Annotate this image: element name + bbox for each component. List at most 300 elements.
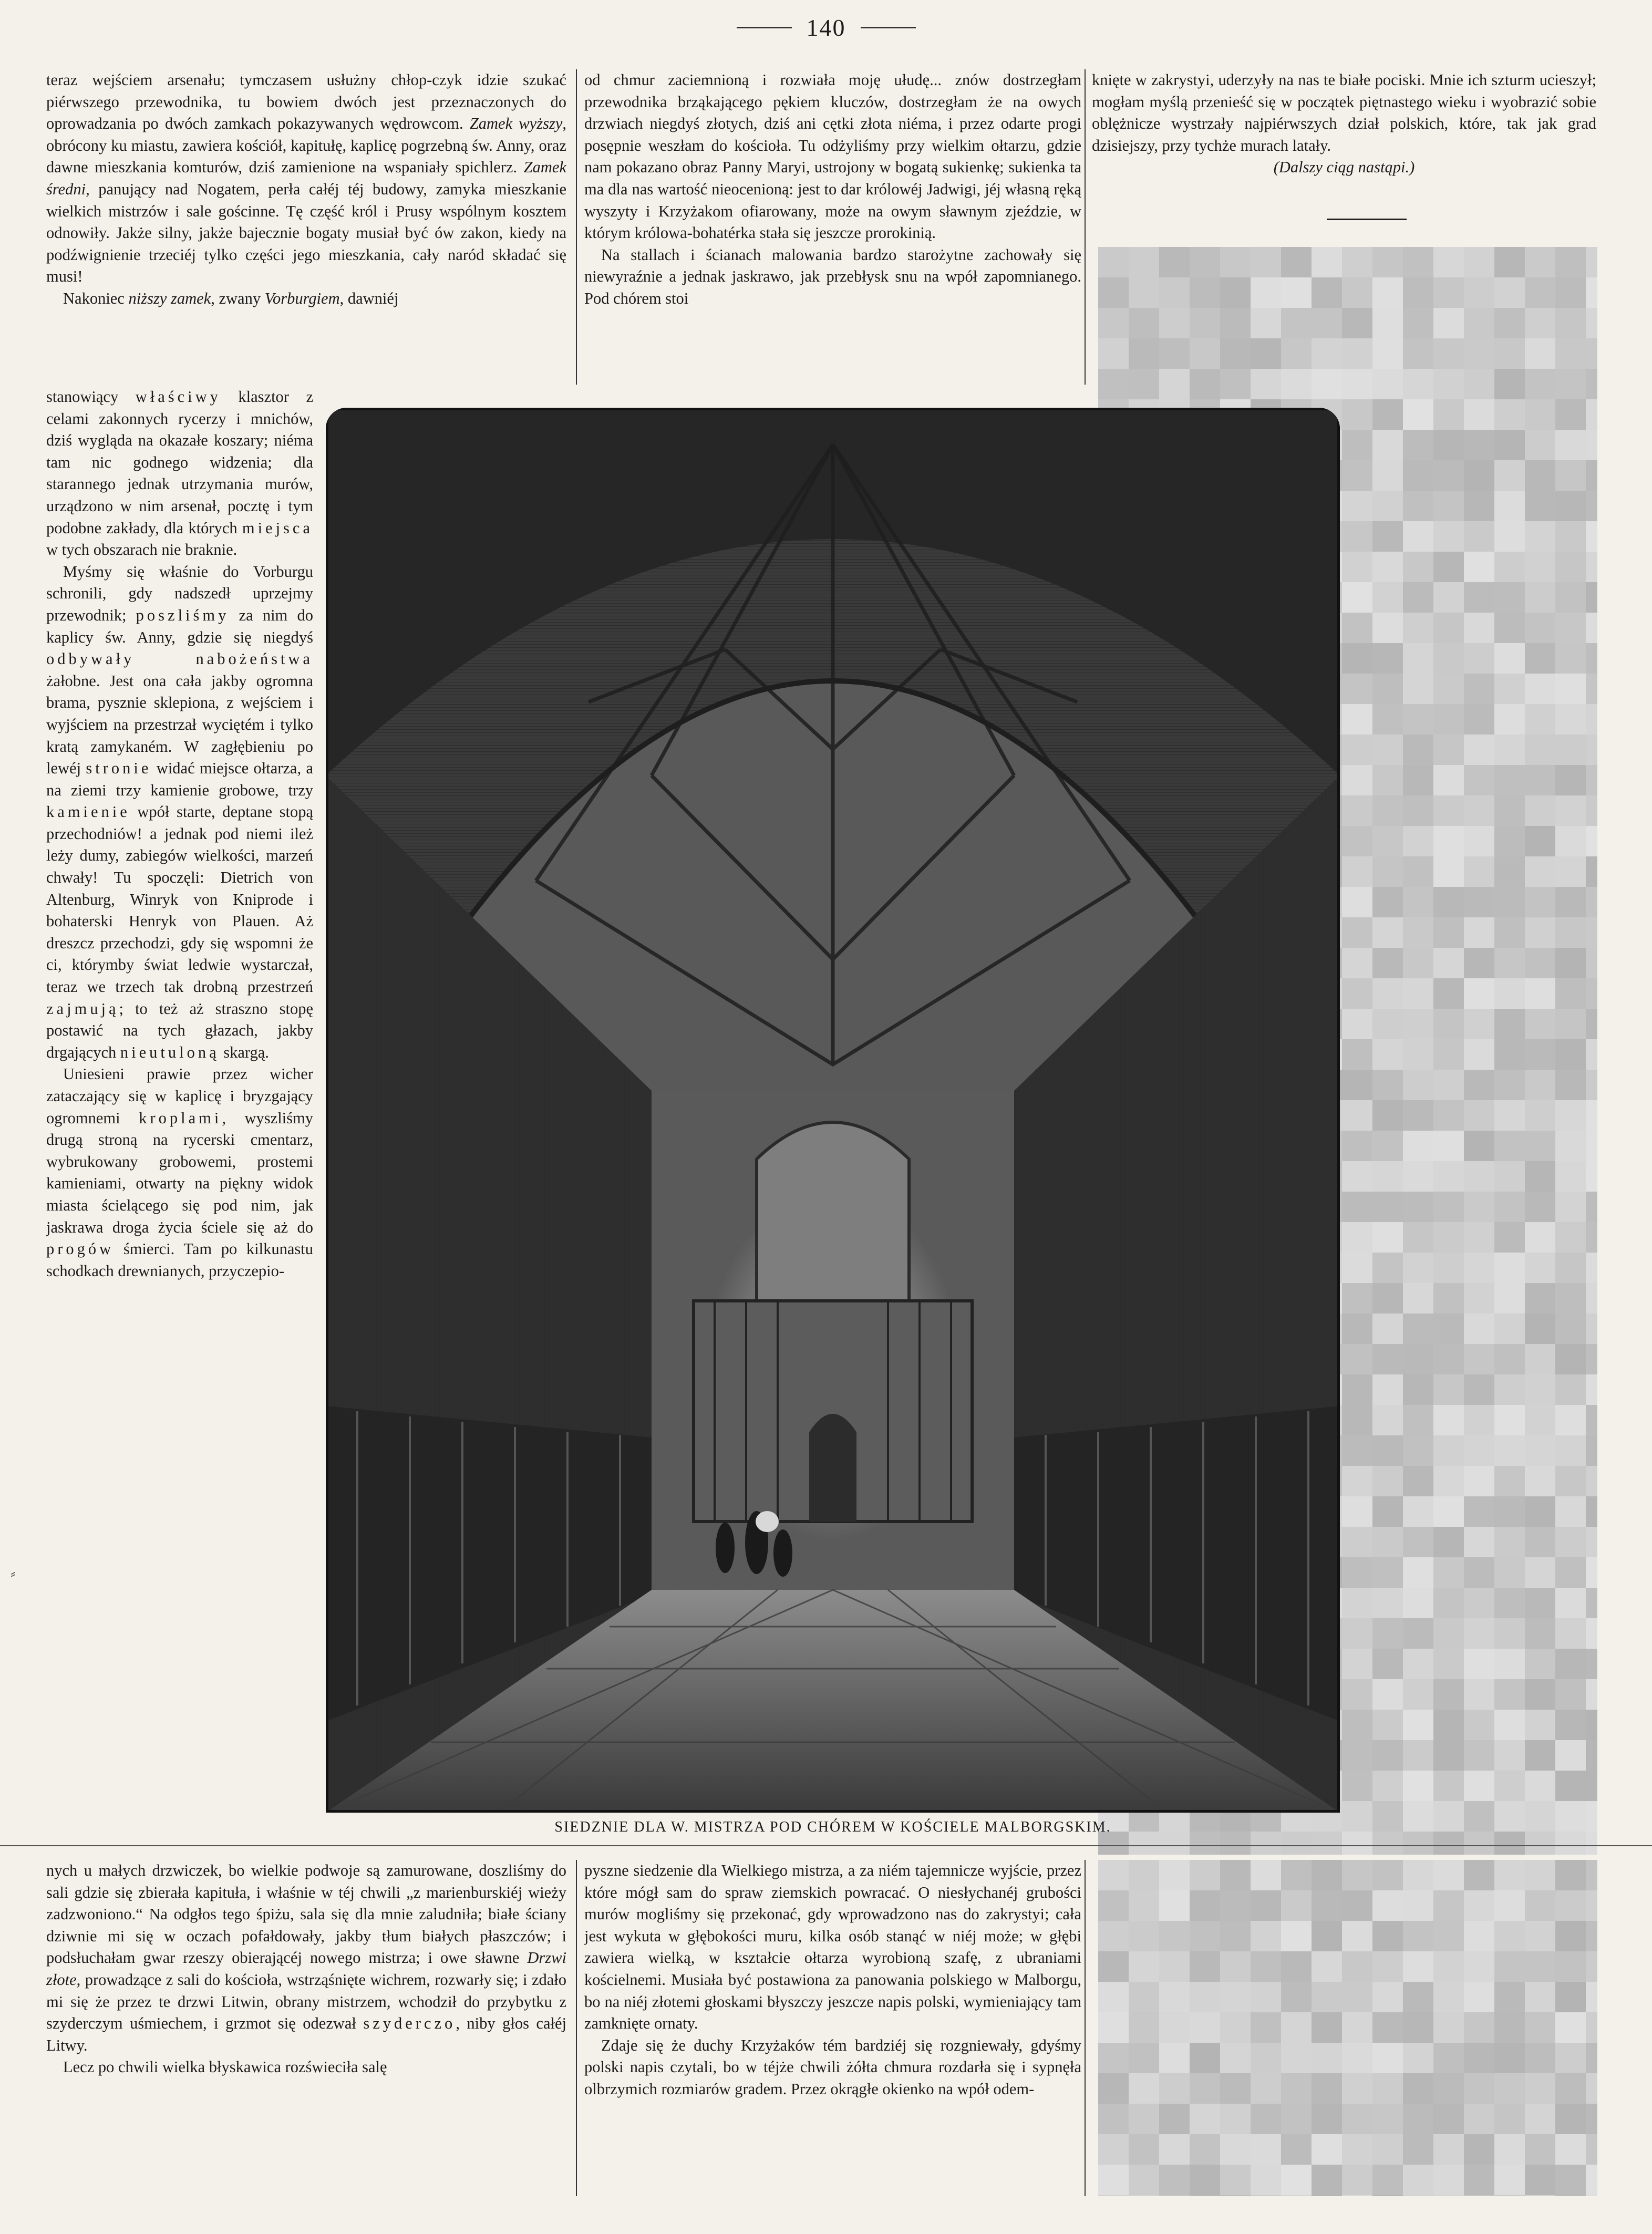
paragraph bbox=[584, 2035, 1081, 2101]
pixel-tile bbox=[1372, 674, 1403, 704]
pixel-tile bbox=[1586, 613, 1597, 643]
pixel-tile bbox=[1464, 887, 1494, 917]
pixel-tile bbox=[1464, 1100, 1494, 1131]
text-run: widać miejsce ołtarza, a na ziemi trzy kamienie grobowe, trzy bbox=[46, 759, 313, 799]
pixel-tile bbox=[1372, 1649, 1403, 1679]
pixel-tile bbox=[1586, 521, 1597, 552]
pixel-tile bbox=[1494, 1951, 1525, 1982]
pixel-tile bbox=[1464, 795, 1494, 826]
pixel-tile bbox=[1494, 1313, 1525, 1344]
pixel-tile bbox=[1251, 369, 1281, 399]
pixel-tile bbox=[1433, 1192, 1464, 1222]
pixel-tile bbox=[1433, 826, 1464, 856]
pixel-tile bbox=[1525, 1435, 1555, 1466]
pixel-tile bbox=[1433, 552, 1464, 582]
pixel-tile bbox=[1312, 2043, 1342, 2073]
pixel-tile bbox=[1159, 2073, 1190, 2104]
pixel-tile bbox=[1129, 2195, 1159, 2196]
pixel-tile bbox=[1403, 1860, 1433, 1890]
spaced-term: poszliśmy bbox=[136, 606, 230, 624]
pixel-tile bbox=[1494, 704, 1525, 735]
pixel-tile bbox=[1525, 369, 1555, 399]
text-run: , wyszliśmy drugą stroną na rycerski cmentarz, wybrukowany grobowemi, prostemi kamieniami, otwarty na piękny widok miasta ścielącego się pod nim, jak jaskrawa droga życia ściele się aż do bbox=[46, 1109, 313, 1236]
pixel-tile bbox=[1433, 795, 1464, 826]
pixel-tile bbox=[1129, 2104, 1159, 2134]
pixel-tile bbox=[1464, 704, 1494, 735]
pixel-tile bbox=[1403, 856, 1433, 887]
text-run: , prowadzące z sali do kościoła, wstrząśnięte wichrem, rozwarły się; i zdało mi się że przez te drzwi Litwin, obrany mistrzem, wchodził do przybytku z szyderczym uśmiechem, i grzmot się odezwał bbox=[46, 1970, 566, 2033]
pixel-tile bbox=[1342, 613, 1372, 643]
pixel-tile bbox=[1494, 552, 1525, 582]
pixel-tile bbox=[1251, 308, 1281, 338]
pixel-tile bbox=[1555, 369, 1586, 399]
header-rule-left bbox=[737, 27, 792, 28]
pixel-tile bbox=[1342, 2073, 1372, 2104]
pixel-tile bbox=[1464, 917, 1494, 948]
pixel-tile bbox=[1433, 1161, 1464, 1192]
pixel-tile bbox=[1403, 1344, 1433, 1374]
text-run: , zwany bbox=[211, 289, 265, 307]
pixel-tile bbox=[1403, 2073, 1433, 2104]
pixel-tile bbox=[1555, 277, 1586, 308]
pixel-tile bbox=[1372, 887, 1403, 917]
pixel-tile bbox=[1403, 1679, 1433, 1710]
pixel-tile bbox=[1098, 1890, 1129, 1921]
pixel-tile bbox=[1464, 1860, 1494, 1890]
pixel-tile bbox=[1220, 308, 1251, 338]
pixel-tile bbox=[1494, 735, 1525, 765]
pixel-tile bbox=[1159, 1890, 1190, 1921]
pixel-tile bbox=[1494, 1253, 1525, 1283]
pixel-tile bbox=[1525, 826, 1555, 856]
pixel-tile bbox=[1159, 369, 1190, 399]
pixel-tile bbox=[1464, 643, 1494, 674]
pixel-tile bbox=[1342, 1710, 1372, 1740]
pixel-tile bbox=[1555, 917, 1586, 948]
pixel-tile bbox=[1403, 2043, 1433, 2073]
text-run: Myśmy się właśnie do Vorburgu schronili, gdy nadszedł uprzejmy przewodnik; bbox=[46, 562, 313, 624]
pixel-tile bbox=[1525, 1253, 1555, 1283]
pixel-tile bbox=[1464, 521, 1494, 552]
pixel-tile bbox=[1555, 978, 1586, 1009]
pixel-tile bbox=[1403, 2165, 1433, 2195]
pixel-tile bbox=[1342, 887, 1372, 917]
text-run: skargą. bbox=[219, 1043, 269, 1061]
pixel-tile bbox=[1159, 2195, 1190, 2196]
pixel-tile bbox=[1525, 1951, 1555, 1982]
pixel-tile bbox=[1342, 1860, 1372, 1890]
pixel-tile bbox=[1433, 1100, 1464, 1131]
pixel-tile bbox=[1555, 643, 1586, 674]
pixel-tile bbox=[1464, 1649, 1494, 1679]
pixel-tile bbox=[1342, 765, 1372, 795]
pixel-tile bbox=[1525, 1527, 1555, 1557]
pixel-tile bbox=[1403, 917, 1433, 948]
pixel-tile bbox=[1251, 2195, 1281, 2196]
pixel-tile bbox=[1372, 1557, 1403, 1588]
paragraph bbox=[1092, 69, 1596, 157]
pixel-tile bbox=[1403, 1951, 1433, 1982]
pixel-tile bbox=[1342, 1982, 1372, 2012]
pixel-tile bbox=[1403, 1070, 1433, 1100]
italic-term: Zamek średni bbox=[46, 158, 566, 198]
pixel-tile bbox=[1464, 856, 1494, 887]
pixel-tile bbox=[1342, 1283, 1372, 1313]
pixel-tile bbox=[1129, 2012, 1159, 2043]
pixel-tile bbox=[1312, 277, 1342, 308]
pixel-tile bbox=[1372, 643, 1403, 674]
pixel-tile bbox=[1403, 1192, 1433, 1222]
pixel-tile bbox=[1372, 1100, 1403, 1131]
pixel-tile bbox=[1403, 1740, 1433, 1771]
spaced-term: odbywały nabożeństwa bbox=[46, 650, 313, 668]
pixel-tile bbox=[1433, 277, 1464, 308]
pixel-tile bbox=[1586, 735, 1597, 765]
pixel-tile bbox=[1403, 765, 1433, 795]
pixel-tile bbox=[1403, 338, 1433, 369]
pixel-tile bbox=[1433, 1890, 1464, 1921]
pixel-tile bbox=[1525, 247, 1555, 277]
pixel-tile bbox=[1464, 1222, 1494, 1253]
pixel-tile bbox=[1372, 1860, 1403, 1890]
pixel-tile bbox=[1190, 369, 1220, 399]
pixel-tile bbox=[1494, 338, 1525, 369]
pixel-tile bbox=[1372, 1070, 1403, 1100]
pixel-tile bbox=[1433, 1496, 1464, 1527]
pixel-tile bbox=[1525, 1070, 1555, 1100]
pixel-tile bbox=[1129, 2043, 1159, 2073]
paragraph bbox=[46, 69, 566, 288]
pixel-tile bbox=[1555, 338, 1586, 369]
pixel-tile bbox=[1433, 1435, 1464, 1466]
pixel-tile bbox=[1586, 1951, 1597, 1982]
pixel-tile bbox=[1525, 1557, 1555, 1588]
pixel-tile bbox=[1372, 308, 1403, 338]
pixel-tile bbox=[1525, 887, 1555, 917]
pixel-tile bbox=[1403, 1496, 1433, 1527]
pixel-tile bbox=[1372, 430, 1403, 460]
pixel-tile bbox=[1281, 2012, 1312, 2043]
pixel-tile bbox=[1159, 1982, 1190, 2012]
pixel-tile bbox=[1372, 1222, 1403, 1253]
pixel-tile bbox=[1342, 308, 1372, 338]
continued-note: (Dalszy ciąg nastąpi.) bbox=[1273, 158, 1415, 177]
paragraph bbox=[584, 244, 1081, 310]
pixel-tile bbox=[1586, 2134, 1597, 2165]
pixel-tile bbox=[1159, 2165, 1190, 2195]
pixel-tile bbox=[1464, 1161, 1494, 1192]
pixel-tile bbox=[1342, 1771, 1372, 1801]
pixel-tile bbox=[1251, 1921, 1281, 1951]
paragraph bbox=[46, 386, 313, 561]
pixel-tile bbox=[1464, 582, 1494, 613]
pixel-tile bbox=[1433, 2165, 1464, 2195]
pixel-tile bbox=[1372, 1192, 1403, 1222]
pixel-tile bbox=[1525, 2134, 1555, 2165]
pixel-tile bbox=[1525, 1496, 1555, 1527]
pixel-tile bbox=[1433, 1860, 1464, 1890]
pixel-tile bbox=[1342, 1801, 1372, 1832]
pixel-tile bbox=[1494, 1740, 1525, 1771]
pixel-tile bbox=[1372, 521, 1403, 552]
column-divider bbox=[576, 1860, 577, 2196]
pixel-tile bbox=[1464, 460, 1494, 491]
pixel-tile bbox=[1281, 247, 1312, 277]
pixel-tile bbox=[1586, 1161, 1597, 1192]
pixel-tile bbox=[1494, 887, 1525, 917]
pixel-tile bbox=[1372, 1618, 1403, 1649]
pixel-tile bbox=[1433, 247, 1464, 277]
pixel-tile bbox=[1129, 1860, 1159, 1890]
spaced-term: właściwy bbox=[135, 388, 221, 406]
italic-term: Vorburgiem bbox=[264, 289, 340, 307]
pixel-tile bbox=[1586, 369, 1597, 399]
text-run: Lecz po chwili wielka błyskawica rozświeciła salę bbox=[63, 2058, 387, 2076]
pixel-tile bbox=[1403, 948, 1433, 978]
spaced-term: progów bbox=[46, 1240, 115, 1258]
pixel-tile bbox=[1586, 1070, 1597, 1100]
pixel-tile bbox=[1525, 1161, 1555, 1192]
pixel-tile bbox=[1403, 1374, 1433, 1405]
pixel-tile bbox=[1342, 1466, 1372, 1496]
pixel-tile bbox=[1342, 582, 1372, 613]
pixel-tile bbox=[1281, 369, 1312, 399]
pixel-tile bbox=[1525, 2073, 1555, 2104]
pixel-tile bbox=[1464, 1039, 1494, 1070]
pixel-tile bbox=[1494, 1131, 1525, 1161]
pixel-tile bbox=[1372, 1283, 1403, 1313]
pixel-tile bbox=[1403, 1982, 1433, 2012]
pixel-tile bbox=[1372, 460, 1403, 491]
pixel-tile bbox=[1586, 1890, 1597, 1921]
pixel-tile bbox=[1372, 247, 1403, 277]
pixel-tile bbox=[1525, 1344, 1555, 1374]
pixel-tile bbox=[1312, 1860, 1342, 1890]
pixel-tile bbox=[1555, 674, 1586, 704]
pixel-tile bbox=[1555, 1222, 1586, 1253]
pixel-tile bbox=[1129, 308, 1159, 338]
pixel-tile bbox=[1372, 1253, 1403, 1283]
pixel-tile bbox=[1586, 582, 1597, 613]
pixel-tile bbox=[1464, 1921, 1494, 1951]
pixel-tile bbox=[1403, 2195, 1433, 2196]
text-run: nych u małych drzwiczek, bo wielkie podwoje są zamurowane, doszliśmy do sali gdzie się zbierała kapituła, i właśnie w téj chwili „z marienburskiéj wieży zadzwoniono.“ Na odgłos tego śpiżu, sala się dla mnie zaludniła; białe ściany dziwnie mi się w oczach pofałdowały, jakby tłum białych płaszczów; i podsłuchałam gwar rzeszy obierającéj nowego mistrza; i owe sławne bbox=[46, 1861, 566, 1967]
pixel-tile bbox=[1555, 2012, 1586, 2043]
pixel-tile bbox=[1190, 1982, 1220, 2012]
pixel-tile bbox=[1251, 247, 1281, 277]
pixel-tile bbox=[1586, 765, 1597, 795]
pixel-tile bbox=[1525, 1588, 1555, 1618]
pixel-tile bbox=[1494, 399, 1525, 430]
pixel-tile bbox=[1098, 2134, 1129, 2165]
pixel-tile bbox=[1372, 399, 1403, 430]
pixel-tile bbox=[1433, 369, 1464, 399]
article-end-rule bbox=[1327, 219, 1407, 220]
pixel-tile bbox=[1190, 1951, 1220, 1982]
pixel-tile bbox=[1372, 552, 1403, 582]
pixel-tile bbox=[1494, 1649, 1525, 1679]
pixel-tile bbox=[1403, 1710, 1433, 1740]
pixel-tile bbox=[1586, 1860, 1597, 1890]
pixel-tile bbox=[1403, 1771, 1433, 1801]
text-run: Nakoniec bbox=[63, 289, 129, 307]
text-run: w tych obszarach nie braknie. bbox=[46, 541, 238, 559]
pixel-tile bbox=[1220, 247, 1251, 277]
pixel-tile bbox=[1525, 1740, 1555, 1771]
pixel-tile bbox=[1555, 2195, 1586, 2196]
pixel-tile bbox=[1494, 1161, 1525, 1192]
pixel-tile bbox=[1555, 1951, 1586, 1982]
pixel-tile bbox=[1281, 338, 1312, 369]
pixel-tile bbox=[1464, 1588, 1494, 1618]
pixel-tile bbox=[1372, 1710, 1403, 1740]
text-run: , niby głos całéj Litwy. bbox=[46, 2014, 566, 2054]
pixel-tile bbox=[1525, 552, 1555, 582]
pixel-tile bbox=[1494, 1557, 1525, 1588]
pixel-tile bbox=[1220, 338, 1251, 369]
pixel-tile bbox=[1403, 1466, 1433, 1496]
column-3-top bbox=[1092, 69, 1596, 227]
pixel-tile bbox=[1555, 1405, 1586, 1435]
pixel-tile bbox=[1555, 1890, 1586, 1921]
pixel-tile bbox=[1586, 399, 1597, 430]
text-run: , dawniéj bbox=[339, 289, 399, 307]
pixel-tile bbox=[1220, 1890, 1251, 1921]
pixel-tile bbox=[1342, 491, 1372, 521]
text-run: knięte w zakrystyi, uderzyły na nas te białe pociski. Mnie ich szturm ucieszył; mogłam myślą przenieść się w początek piętnastego wieku i wyobrazić sobie oblężnicze wystrzały najpiérwszych dział polskich, które, tak jak grad dzisiejszy, przy tychże murach latały. bbox=[1092, 71, 1596, 154]
pixel-tile bbox=[1190, 247, 1220, 277]
pixel-tile bbox=[1586, 2073, 1597, 2104]
pixel-tile bbox=[1586, 1131, 1597, 1161]
pixel-tile bbox=[1464, 1618, 1494, 1649]
pixel-tile bbox=[1372, 1161, 1403, 1192]
pixel-tile bbox=[1433, 1618, 1464, 1649]
pixel-tile bbox=[1372, 765, 1403, 795]
pixel-tile bbox=[1433, 1131, 1464, 1161]
pixel-tile bbox=[1190, 2165, 1220, 2195]
pixel-tile bbox=[1464, 1801, 1494, 1832]
pixel-tile bbox=[1403, 1921, 1433, 1951]
text-run: Zdaje się że duchy Krzyżaków tém bardziéj się rozgniewały, gdyśmy polski napis czytali, bo w téjże chwili żółta chmura rozdarła się i sypnęła olbrzymich rozmiarów gradem. Przez okrągłe okienko na wpół odem- bbox=[584, 2036, 1081, 2098]
pixel-tile bbox=[1281, 1921, 1312, 1951]
pixel-tile bbox=[1525, 1009, 1555, 1039]
pixel-tile bbox=[1372, 338, 1403, 369]
pixel-tile bbox=[1372, 704, 1403, 735]
pixel-tile bbox=[1586, 978, 1597, 1009]
pixel-tile bbox=[1586, 2043, 1597, 2073]
pixel-tile bbox=[1494, 1710, 1525, 1740]
pixel-tile bbox=[1525, 1283, 1555, 1313]
pixel-tile bbox=[1098, 2104, 1129, 2134]
pixel-tile bbox=[1159, 247, 1190, 277]
pixel-tile bbox=[1555, 491, 1586, 521]
pixel-tile bbox=[1494, 1527, 1525, 1557]
pixel-tile bbox=[1494, 1435, 1525, 1466]
pixel-tile bbox=[1464, 1313, 1494, 1344]
pixel-tile bbox=[1555, 1100, 1586, 1131]
pixel-tile bbox=[1281, 1982, 1312, 2012]
pixel-tile bbox=[1312, 2073, 1342, 2104]
pixel-tile bbox=[1403, 1832, 1433, 1855]
pixel-tile bbox=[1494, 1771, 1525, 1801]
pixel-tile bbox=[1525, 704, 1555, 735]
pixel-tile bbox=[1555, 1070, 1586, 1100]
pixel-tile bbox=[1525, 1771, 1555, 1801]
pixel-tile bbox=[1190, 277, 1220, 308]
pixel-tile bbox=[1342, 1039, 1372, 1070]
pixel-tile bbox=[1342, 1527, 1372, 1557]
pixel-tile bbox=[1342, 1009, 1372, 1039]
pixel-tile bbox=[1190, 1921, 1220, 1951]
pixel-tile bbox=[1403, 1039, 1433, 1070]
pixel-tile bbox=[1433, 1374, 1464, 1405]
pixel-tile bbox=[1403, 1618, 1433, 1649]
pixel-tile bbox=[1281, 277, 1312, 308]
pixel-tile bbox=[1403, 1313, 1433, 1344]
pixel-tile bbox=[1251, 2104, 1281, 2134]
pixel-tile bbox=[1129, 277, 1159, 308]
pixel-tile bbox=[1464, 826, 1494, 856]
pixel-tile bbox=[1403, 430, 1433, 460]
pixel-tile bbox=[1281, 2134, 1312, 2165]
text-run: żałobne. Jest ona cała jakby ogromna brama, pysznie sklepiona, z wejściem i wyjściem na przestrzał wyciętém i tylko kratą zamykaném. W zagłębieniu po lewéj bbox=[46, 671, 313, 778]
pixel-tile bbox=[1555, 1344, 1586, 1374]
pixel-tile bbox=[1403, 399, 1433, 430]
pixel-tile bbox=[1433, 491, 1464, 521]
pixel-tile bbox=[1129, 1951, 1159, 1982]
pixel-tile bbox=[1433, 643, 1464, 674]
pixel-tile bbox=[1464, 2073, 1494, 2104]
pixel-tile bbox=[1372, 1771, 1403, 1801]
pixel-tile bbox=[1586, 704, 1597, 735]
pixel-tile bbox=[1433, 1921, 1464, 1951]
pixel-tile bbox=[1464, 948, 1494, 978]
pixel-tile bbox=[1251, 2043, 1281, 2073]
pixel-tile bbox=[1433, 978, 1464, 1009]
pixel-tile bbox=[1403, 1801, 1433, 1832]
pixel-tile bbox=[1586, 308, 1597, 338]
pixel-tile bbox=[1342, 1588, 1372, 1618]
pixel-tile bbox=[1372, 2134, 1403, 2165]
pixel-tile bbox=[1494, 521, 1525, 552]
pixel-tile bbox=[1525, 1374, 1555, 1405]
pixel-tile bbox=[1586, 2195, 1597, 2196]
pixel-tile bbox=[1403, 460, 1433, 491]
pixel-tile bbox=[1494, 491, 1525, 521]
pixel-tile bbox=[1433, 674, 1464, 704]
pixel-tile bbox=[1494, 2012, 1525, 2043]
pixel-tile bbox=[1464, 1405, 1494, 1435]
pixel-tile bbox=[1312, 247, 1342, 277]
pixel-tile bbox=[1403, 521, 1433, 552]
pixel-tile bbox=[1555, 1192, 1586, 1222]
pixel-tile bbox=[1494, 2043, 1525, 2073]
pixel-tile bbox=[1403, 704, 1433, 735]
pixel-tile bbox=[1342, 552, 1372, 582]
pixel-tile bbox=[1342, 2195, 1372, 2196]
column-2-bottom bbox=[584, 1860, 1081, 2196]
pixel-tile bbox=[1372, 369, 1403, 399]
pixel-tile bbox=[1342, 1890, 1372, 1921]
pixel-tile bbox=[1098, 1860, 1129, 1890]
pixel-tile bbox=[1525, 948, 1555, 978]
pixel-tile bbox=[1555, 1374, 1586, 1405]
pixel-tile bbox=[1342, 856, 1372, 887]
pixel-tile bbox=[1251, 1951, 1281, 1982]
pixel-tile bbox=[1464, 1527, 1494, 1557]
pixel-tile bbox=[1464, 247, 1494, 277]
pixel-tile bbox=[1494, 978, 1525, 1009]
